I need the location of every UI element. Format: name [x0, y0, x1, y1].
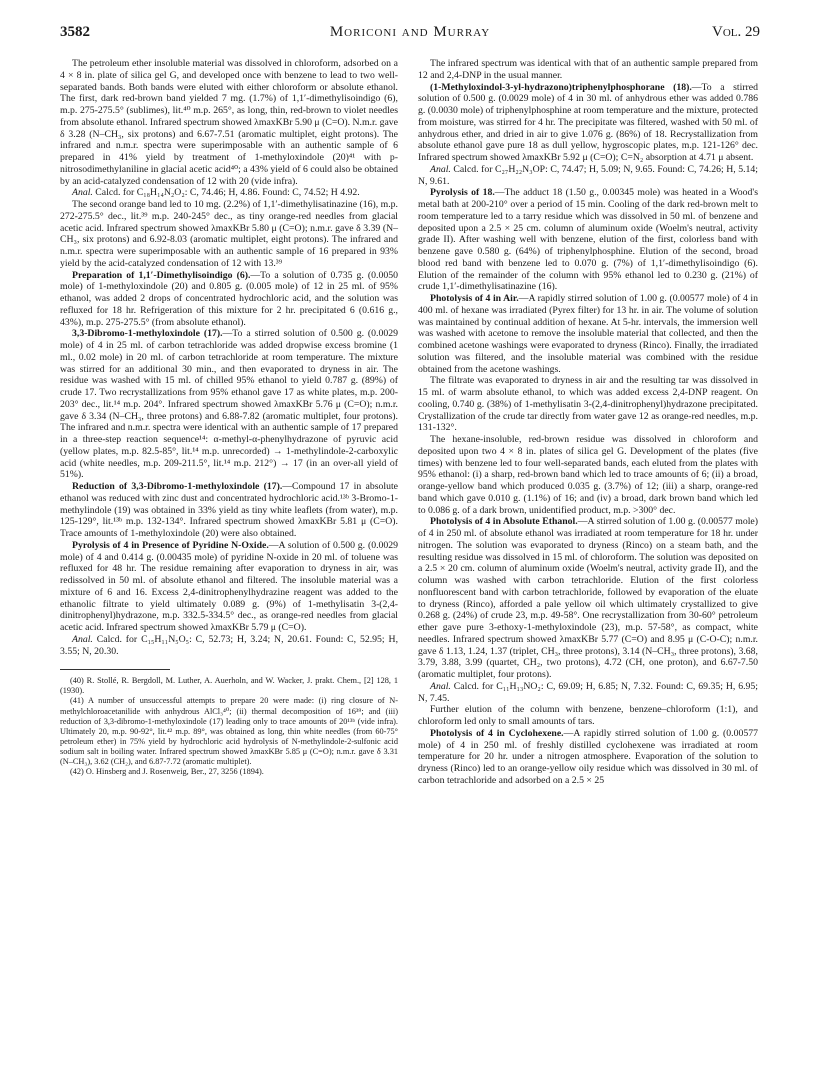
page-header: [60, 24, 760, 48]
paragraph: [418, 187, 758, 293]
right-column: [418, 58, 758, 787]
paragraph: [418, 375, 758, 434]
paragraph-heading: Anal.: [430, 680, 451, 692]
paragraph: [60, 199, 398, 270]
running-title: Moriconi and Murray: [329, 24, 491, 40]
volume-label: Vol. 29: [712, 24, 760, 40]
paragraph-heading: Anal.: [430, 163, 451, 175]
paragraph: [60, 187, 398, 199]
paragraph-text: Calcd. for C₁₈H₁₄N₂O₂: C, 74.46; H, 4.86. Found: C, 74.52; H 4.92.: [95, 187, 360, 199]
paragraph-text: The petroleum ether insoluble material was dissolved in chloroform, adsorbed on a 4 × 8 in. plate of silica gel G, and developed once with benzene to lead to two well-separated bands. Both bands were eluted with either chloroform or absolute ethanol. The first, dark red-brown band yielded 7 mg. (1.7%) of 1,1′-dimethylisoindigo (6), m.p. 275-275.5° (sublimes), lit.⁴⁰ m.p. 265°, as long, thin, red-brown to violet needles from absolute ethanol. Infrared spectrum showed λmaxKBr 5.90 μ (C=O). N.m.r. gave δ 3.28 (N–CH₃, six protons) and 6.67-7.51 (aromatic multiplet, eight protons). The infrared and n.m.r. spectra were superimposable with an authentic sample of 6 prepared in 41% yield by treatment of 1-methyloxindole (20)⁴¹ with p-nitrosodimethylaniline in glacial acetic acid⁴⁰; a 43% yield of 6 could also be obtained by an acid-catalyzed condensation of 12 with 20 (vide infra).: [60, 58, 398, 187]
paragraph-heading: Anal.: [72, 633, 93, 645]
paragraph-text: The infrared spectrum was identical with that of an authentic sample prepared from 12 and 2,4-DNP in the usual manner.: [418, 58, 758, 81]
left-body: [60, 58, 398, 657]
paragraph: [60, 481, 398, 540]
paragraph-text: Calcd. for C₁₁H₁₃NO₂: C, 69.09; H, 6.85; N, 7.32. Found: C, 69.35; H, 6.95; N, 7.45.: [418, 680, 759, 704]
paragraph: [60, 270, 398, 329]
paragraph: [418, 58, 758, 82]
paragraph-heading: Photolysis of 4 in Air.: [430, 293, 519, 304]
left-column: [60, 58, 398, 777]
paragraph-heading: 3,3-Dibromo-1-methyloxindole (17).: [72, 328, 223, 340]
paragraph: [418, 728, 758, 787]
paragraph: [60, 328, 398, 481]
paragraph-heading: Photolysis of 4 in Cyclohexene.: [430, 727, 564, 739]
footnote: (41) A number of unsuccessful attempts to prepare 20 were made: (i) ring closure of N-methylchloroacetanilide with anhydrous AlCl₃⁴⁰; (ii) thermal decomposition of 16³⁹; and (iii) reduction of 3,3-dibromo-1-methyloxindole (17) leading only to trace amounts of 20¹³ᵇ (vide infra). Ultimately 20, m.p. 90-92°, lit.⁴² m.p. 89°, was obtained as long, thin white needles (from 60-75° petroleum ether) in 75% yield by hydrochloric acid hydrolysis of N-methylindole-2-sulfonic acid sodium salt in boiling water. Infrared spectrum showed λmaxKBr 5.85 μ (C=O); n.m.r. gave δ 3.31 (N–CH₃), 3.62 (CH₂), and 6.87-7.72 (aromatic multiplet).: [60, 696, 398, 766]
page-number: 3582: [60, 24, 90, 40]
paragraph: [418, 516, 758, 681]
paragraph-text: The second orange band led to 10 mg. (2.2%) of 1,1′-dimethylisatinazine (16), m.p. 272-275.5° dec., lit.³⁹ m.p. 240-245° dec., as tiny orange-red needles from glacial acetic acid. Infrared spectrum showed λmaxKBr 5.80 μ (C=O); n.m.r. gave δ 3.39 (N–CH₃, six protons) and 6.92-8.03 (aromatic multiplet, eight protons). The infrared and n.m.r. spectra were superimposable with an authentic sample of 16 prepared in 93% yield by the acid-catalyzed condensation of 12 with 13.³⁹: [60, 199, 398, 269]
paragraph-heading: Anal.: [72, 187, 93, 199]
paragraph-heading: Pyrolysis of 4 in Presence of Pyridine N-Oxide.: [72, 539, 269, 551]
paragraph: [60, 634, 398, 658]
paragraph-text: —To a stirred solution of 0.500 g. (0.0029 mole) of 4 in 25 ml. of carbon tetrachloride was added dropwise excess bromine (1 ml., 0.02 mole) in 20 ml. of carbon tetrachloride at room temperature. The mixture was stirred for an additional 30 min., and then evaporated to dryness in air. The residue was washed with 15 ml. of chilled 95% ethanol to yield 0.787 g. (89%) of crude 17. Two recrystallizations from 95% ethanol gave 17 as white plates, m.p. 200-203° dec., lit.¹⁴ m.p. 204°. Infrared spectrum showed λmaxKBr 5.76 μ (C=O); n.m.r. gave δ 3.34 (N–CH₃, three protons) and 6.88-7.82 (aromatic multiplet, four protons). The infrared and n.m.r. spectra were identical with an authentic sample of 17 prepared in a three-step reaction sequence¹⁴: α-methyl-α-phenylhydrazone of pyruvic acid (yellow plates, m.p. 82.5-85°, lit.¹⁴ m.p. unrecorded) → 1-methylindole-2-carboxylic acid (white needles, m.p. 209-211.5°, lit.¹⁴ m.p. 212°) → 17 (in an over-all yield of 51%).: [60, 328, 398, 481]
footnote: (42) O. Hinsberg and J. Rosenweig, Ber., 27, 3256 (1894).: [70, 767, 264, 777]
paragraph-heading: Preparation of 1,1′-Dimethylisoindigo (6).: [72, 269, 251, 281]
paragraph: [418, 293, 758, 375]
right-body: [418, 58, 758, 787]
paragraph-heading: Pyrolysis of 18.: [430, 187, 495, 199]
paragraph-text: —Compound 17 in absolute ethanol was reduced with zinc dust and concentrated hydrochloric acid.¹³ᵇ 3-Bromo-1-methylindole (19) was obtained in 33% yield as tiny white leaflets (from water), m.p. 125-129°, lit.¹³ᵇ m.p. 132-134°. Infrared spectrum showed λmaxKBr 5.81 μ (C=O). Trace amounts of 1-methyloxindole (20) were also obtained.: [60, 481, 398, 539]
footnote: (40) R. Stollé, R. Bergdoll, M. Luther, A. Auerholn, and W. Wacker, J. prakt. Chem., [2] 128, 1 (1930).: [60, 676, 398, 696]
paragraph: [418, 704, 758, 728]
paragraph-text: Further elution of the column with benzene, benzene–chloroform (1:1), and chloroform led only to small amounts of tars.: [418, 704, 758, 727]
paragraph-text: —A solution of 0.500 g. (0.0029 mole) of 4 and 0.414 g. (0.00435 mole) of pyridine N-oxide in 20 ml. of toluene was refluxed for 48 hr. The residue remaining after evaporation to dryness in air, was redissolved in 50 ml. of absolute ethanol and filtered. The insoluble material was a mixture of 6 and 16. Excess 2,4-dinitrophenylhydrazine reagent was added to the ethanolic filtrate to yield ultimately 0.089 g. (9%) of 1-methylisatin 3-(2,4-dinitrophenyl)hydrazone, m.p. 332.5-334.5° dec., as orange-red needles from glacial acetic acid. Infrared spectrum showed λmaxKBr 5.79 μ (C=O).: [60, 539, 399, 633]
paragraph-text: The hexane-insoluble, red-brown residue was dissolved in chloroform and deposited upon two 4 × 8 in. plates of silica gel G. Development of the plates (five times) with benzene led to four well-separated bands, each eluted from the plates with 95% ethanol: (i) a sharp, red-brown band which led to trace amounts of 6; (ii) a broad, orange-yellow band which produced 0.035 g. (3.7%) of 12; (iii) a sharp, orange-red band which gave 0.010 g. (1.1%) of 16; and (iv) a broad, dark brown band which led to 0.086 g. of a dark brown, unidentified product, m.p. >300° dec.: [418, 434, 758, 516]
paragraph: [418, 434, 758, 516]
paragraph-text: —To a stirred solution of 0.500 g. (0.0029 mole) of 4 in 30 ml. of anhydrous ether was added 0.786 g. (0.0030 mole) of triphenylphosphine at room temperature and the mixture, protected from moisture, was stirred for 4 hr. The precipitate was filtered, washed with 50 ml. of anhydrous ether, and dried in air to give 1.076 g. (86%) of 18. Recrystallization from absolute ethanol gave pure 18 as dull yellow, hygroscopic plates, m.p. 121-126° dec. Infrared spectrum showed λmaxKBr 5.92 μ (C=O); C=N₂ absorption at 4.71 μ absent.: [418, 81, 758, 163]
paragraph-text: —To a solution of 0.735 g. (0.0050 mole) of 1-methyloxindole (20) and 0.805 g. (0.005 mole) of 12 in 25 ml. of 95% ethanol, was added 2 drops of concentrated hydrochloric acid, and the solution was refluxed for 18 hr. Refrigeration of this mixture for 2 hr. precipitated 6 (0.616 g., 43%), m.p. 275-275.5° (from absolute ethanol).: [60, 269, 398, 328]
paragraph-heading: Photolysis of 4 in Absolute Ethanol.: [430, 516, 578, 528]
footnote-rule: [60, 669, 170, 670]
paragraph: [60, 540, 398, 634]
paragraph: [418, 164, 758, 188]
footnotes: [60, 676, 398, 777]
paragraph-text: Calcd. for C₂₇H₂₂N₃OP: C, 74.47; H, 5.09; N, 9.65. Found: C, 74.26; H, 5.14; N, 9.61.: [418, 163, 759, 187]
paragraph-text: —A rapidly stirred solution of 1.00 g. (0.00577 mole) of 4 in 250 ml. of freshly distilled cyclohexene was irradiated at room temperature for 20 hr. under a nitrogen atmosphere. Evaporation of the solution to dryness (Rinco) led to an orange-yellow oily residue which was dissolved in 30 ml. of carbon tetrachloride and adsorbed on a 2.5 × 25: [418, 727, 758, 786]
paragraph-text: —The adduct 18 (1.50 g., 0.00345 mole) was heated in a Wood's metal bath at 200-210° over a period of 15 min. Cooling of the dark red-brown melt to room temperature led to a tarry residue which was dissolved in 50 ml. of benzene and deposited upon a 2.5 × 25 cm. column of aluminum oxide (Woelm's neutral, activity grade II). After washing well with benzene, elution of the first, colorless band with benzene gave 0.580 g. (64%) of triphenylphosphine. Elution of the second, broad blood red band with benzene led to 0.070 g. (7%) of 1,1′-dimethylisoindigo (6). Elution of the remainder of the column with 95% ethanol led to 0.230 g. (21%) of crude 1,1′-dimethylisatinazine (16).: [418, 187, 758, 293]
paragraph-text: Calcd. for C₁₅H₁₁N₅O₅: C, 52.73; H, 3.24; N, 20.61. Found: C, 52.95; H, 3.55; N, 20.30.: [60, 633, 399, 657]
paragraph-heading: Reduction of 3,3-Dibromo-1-methyloxindole (17).: [72, 481, 283, 492]
paragraph-heading: (1-Methyloxindol-3-yl-hydrazono)triphenylphosphorane (18).: [430, 81, 692, 93]
paragraph: [60, 58, 398, 187]
paragraph: [418, 82, 758, 164]
paragraph-text: —A stirred solution of 1.00 g. (0.00577 mole) of 4 in 250 ml. of absolute ethanol was irradiated at room temperature for 18 hr. under nitrogen. The solution was evaporated to dryness (Rinco) on a steam bath, and the resulting residue was dissolved in 15 ml. of chloroform. The solution was deposited on a 2.5 × 20 cm. column of aluminum oxide (Woelm's neutral, activity grade II), and the column was washed with carbon tetrachloride. Elution of the first colorless nonfluorescent band with carbon tetrachloride, followed by evaporation of the eluate to dryness (Rinco), afforded a pale yellow oil which ultimately crystallized to give 0.268 g. (24%) of crude 23, m.p. 49-58°. One recrystallization from 30-60° petroleum ether gave pure 3-ethoxy-1-methyloxindole (23), m.p. 57-58°, as compact, white needles. Infrared spectrum showed λmaxKBr 5.77 (C=O) and 8.95 μ (C-O-C); n.m.r. gave δ 1.13, 1.24, 1.37 (triplet, CH₃, three protons), 3.14 (N–CH₃, three protons), 3.68, 3.79, 3.88, 3.99 (quartet, CH₂, two protons), 4.72 (CH, one proton), and 6.67-7.50 (aromatic multiplet, four protons).: [418, 516, 758, 680]
paragraph-text: —A rapidly stirred solution of 1.00 g. (0.00577 mole) of 4 in 400 ml. of hexane was irradiated (Pyrex filter) for 13 hr. in air. The volume of solution was maintained by continual addition of hexane. At 5-hr. intervals, the immersion well was washed with acetone to remove the insoluble material that collected, and then the combined acetone washings were evaporated to dryness (Rinco). Finally, the irradiated solution was filtered, and the insoluble material was combined with the residue obtained from the acetone washings.: [418, 293, 758, 375]
paragraph-text: The filtrate was evaporated to dryness in air and the resulting tar was dissolved in 15 ml. of warm absolute ethanol, to which was added excess 2,4-DNP reagent. On cooling, 0.740 g. (38%) of 1-methylisatin 3-(2,4-dinitrophenyl)hydrazone precipitated. Crystallization of the crude tar directly from water gave 12 as orange-red needles, m.p. 131-132°.: [418, 375, 758, 434]
paragraph: [418, 681, 758, 705]
